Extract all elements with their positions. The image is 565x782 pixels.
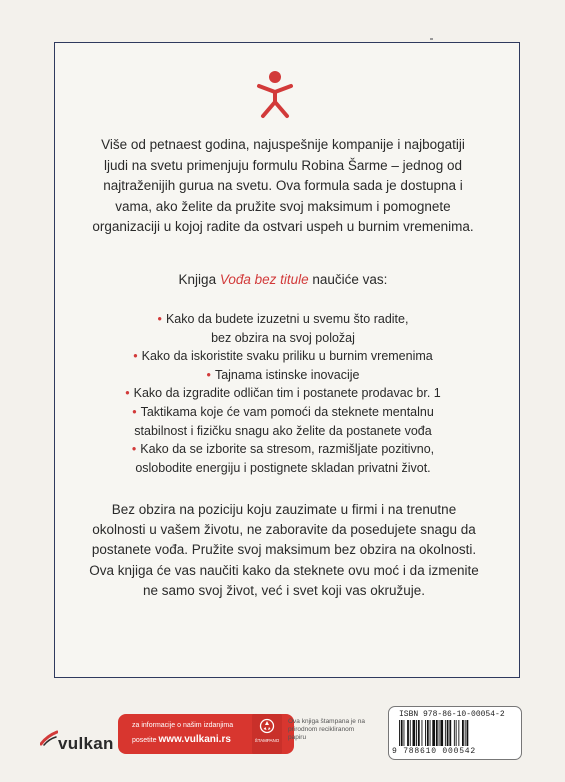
book-title: Vođa bez titule xyxy=(219,272,309,287)
barcode-bar xyxy=(436,720,438,746)
barcode-bar xyxy=(445,720,446,746)
barcode-bar xyxy=(427,720,429,746)
list-item-line1: Kako da budete izuzetni u svemu što radite, xyxy=(165,312,409,326)
barcode-bar xyxy=(458,720,459,746)
website-line xyxy=(132,734,231,745)
bullet-list xyxy=(92,310,474,477)
outro-paragraph: Bez obzira na poziciju koju zauzimate u firmi i na trenutne okolnosti u vašem životu, ne zaboravite da posedujete snagu da postanete vođa. Pružite svoj maksimum bez obzira na okolnosti. Ova knjiga će vas naučiti kako da steknete ovu moć i da izmenite ne samo svoj život, već i svet koji vas okružuje. xyxy=(89,502,479,598)
eco-badge xyxy=(252,714,282,754)
list-item-line1: Kako da se izborite sa stresom, razmišljate pozitivno, xyxy=(140,442,435,457)
bullet-dot: • xyxy=(133,349,138,364)
recycled-paper-note: Ova knjiga štampana je na prirodnom recikliranom papiru xyxy=(288,718,365,741)
barcode-bar xyxy=(449,720,451,746)
info-line: za informacije o našim izdanjima xyxy=(132,722,234,729)
lead-before: Knjiga xyxy=(178,272,220,287)
barcode-bar xyxy=(462,720,464,746)
list-item xyxy=(92,384,474,403)
list-item-line1: Kako da iskoristite svaku priliku u burnim vremenima xyxy=(141,349,433,364)
barcode-bar xyxy=(401,720,403,746)
list-item-line2: bez obzira na svoj položaj xyxy=(211,330,355,345)
bullet-dot: • xyxy=(206,367,211,382)
barcode-bar xyxy=(447,720,449,746)
isbn-text: ISBN 978-86-10-00054-2 xyxy=(399,710,505,719)
lead-after: naučiće vas: xyxy=(308,272,388,287)
barcode-bar xyxy=(456,720,457,746)
list-item-line1: Kako da izgradite odličan tim i postanete prodavac br. 1 xyxy=(133,386,441,401)
website-link[interactable]: www.vulkani.rs xyxy=(158,734,231,745)
list-item-line2: stabilnost i fizičku snagu ako želite da postanete vođa xyxy=(134,423,432,438)
barcode-bar xyxy=(430,720,431,746)
list-item-line1: Taktikama koje će vam pomoći da steknete mentalnu xyxy=(140,404,434,419)
barcode-bar xyxy=(410,720,411,746)
list-item-line2: oslobodite energiju i postignete skladan privatni život. xyxy=(135,460,431,475)
bullet-dot: • xyxy=(131,442,137,457)
list-item xyxy=(92,347,474,366)
list-item xyxy=(92,310,474,347)
barcode-bar xyxy=(465,720,466,746)
person-figure-icon xyxy=(255,70,295,120)
list-item xyxy=(92,403,474,440)
barcode-bar xyxy=(454,720,455,746)
intro-paragraph: Više od petnaest godina, najuspešnije kompanije i najbogatiji ljudi na svetu primenjuju formulu Robina Šarme – jednog od najtraženijih gurua na svetu. Ova formula sada je dostupna i vama, ako želite da pružite svoj maksimum i pomognete organizaciji u kojoj radite da ostvari uspeh u burnim vremenima. xyxy=(92,137,474,234)
barcode-bar xyxy=(467,720,469,746)
list-item xyxy=(92,440,474,477)
vulkan-swoosh-icon xyxy=(40,730,58,746)
barcode-bar xyxy=(418,720,420,746)
barcode-panel xyxy=(388,706,522,760)
barcode-image xyxy=(399,720,511,746)
eco-recycle-icon xyxy=(259,718,275,734)
barcode-bar xyxy=(416,720,417,746)
bullet-dot: • xyxy=(125,386,130,401)
publisher-name: vulkan xyxy=(58,734,114,753)
list-item xyxy=(92,366,474,385)
eco-label: ŠTAMPANO xyxy=(254,738,280,743)
barcode-bar xyxy=(407,720,409,746)
scan-speck xyxy=(430,38,433,40)
barcode-bar xyxy=(422,720,423,746)
barcode-bar xyxy=(432,720,435,746)
barcode-bar xyxy=(425,720,426,746)
bullet-dot: • xyxy=(157,312,162,326)
bullet-dot: • xyxy=(132,404,137,419)
barcode-bar xyxy=(440,720,443,746)
ean-digits: 9 788610 000542 xyxy=(392,747,477,756)
barcode-bar xyxy=(404,720,405,746)
lead-line xyxy=(92,270,474,290)
barcode-bar xyxy=(399,720,400,746)
barcode-bar xyxy=(413,720,416,746)
publisher-logo xyxy=(40,724,116,758)
list-item-line1: Tajnama istinske inovacije xyxy=(214,367,360,382)
website-prefix: posetite xyxy=(132,737,159,744)
barcode-bar xyxy=(439,720,440,746)
